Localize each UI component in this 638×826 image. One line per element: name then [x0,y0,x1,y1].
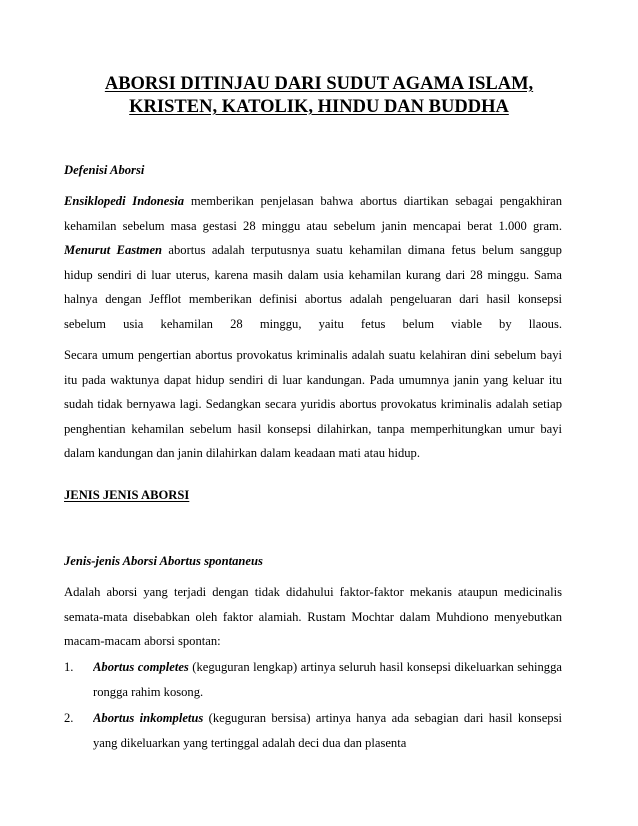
source-name: Ensiklopedi Indonesia [64,194,185,208]
paragraph-line: Adalah aborsi yang terjadi dengan tidak didahului faktor-faktor mekanis ataupun medicinalis [64,585,562,599]
line-text: memberikan penjelasan bahwa abortus diartikan sebagai pengakhiran [184,194,562,208]
paragraph-line [64,238,562,263]
paragraph-line: dalam kandungan dan janin dilahirkan dalam keadaan mati atau hidup. [64,446,421,461]
line-text: (keguguran bersisa) artinya hanya ada sebagian dari hasil konsepsi [203,711,562,725]
definition-heading: Defenisi Aborsi [64,163,145,177]
paragraph-line: sudah tidak bernyawa lagi. Sedangkan secara yuridis abortus provokatus kriminalis adalah setiap [64,397,562,412]
list-line [93,706,562,731]
types-heading: JENIS JENIS ABORSI [64,488,190,502]
paragraph-line: semata-mata disebabkan oleh faktor alamiah. Rustam Mochtar dalam Muhdiono menyebutkan [64,609,562,624]
line-text: abortus adalah terputusnya suatu kehamilan dimana fetus belum sanggup [162,243,562,258]
paragraph-line: Secara umum pengertian abortus provokatus kriminalis adalah suatu kelahiran dini sebelum bayi [64,348,562,362]
document-title [64,73,574,119]
source-name: Menurut Eastmen [64,243,163,258]
title-line-2: KRISTEN, KATOLIK, HINDU DAN BUDDHA [129,97,509,117]
list-body [93,655,562,704]
definition-paragraph-1 [64,189,562,337]
definition-paragraph-2 [64,343,562,466]
types-subheading: Jenis-jenis Aborsi Abortus spontaneus [64,554,263,568]
paragraph-line: hidup sendiri di luar uterus, karena masih dalam usia kehamilan kurang dari 28 minggu. Sama [64,267,562,282]
paragraph-line: kehamilan sebelum masa gestasi 28 minggu atau sebelum janin mencapai berat 1.000 gram. [64,218,562,233]
paragraph-line: macam-macam aborsi spontan: [64,634,221,649]
list-line [93,655,562,680]
list-term: Abortus inkompletus [93,711,204,725]
title-line-1: ABORSI DITINJAU DARI SUDUT AGAMA ISLAM, [104,74,534,94]
list-number: 1. [64,660,74,674]
list-line: rongga rahim kosong. [93,684,204,699]
paragraph-line: halnya dengan Jefflot memberikan definisi abortus adalah pengeluaran dari hasil konsepsi [64,292,562,307]
line-text: (keguguran lengkap) artinya seluruh hasil konsepsi dikeluarkan sehingga [188,660,562,674]
list-term: Abortus completes [93,660,189,674]
list-line: yang dikeluarkan yang tertinggal adalah deci dua dan plasenta [93,735,407,750]
paragraph-line: itu pada waktunya dapat hidup sendiri di luar kandungan. Pada umumnya janin yang keluar itu [64,372,562,387]
paragraph-line: sebelum usia kehamilan 28 minggu, yaitu fetus belum viable by llaous. [64,316,562,331]
paragraph-line [64,189,562,214]
paragraph-line: penghentian kehamilan sebelum hasil konsepsi dilahirkan, tanpa memperhitungkan umur bayi [64,421,562,436]
list-body [93,706,562,755]
types-intro-paragraph [64,580,562,654]
list-number: 2. [64,711,74,725]
